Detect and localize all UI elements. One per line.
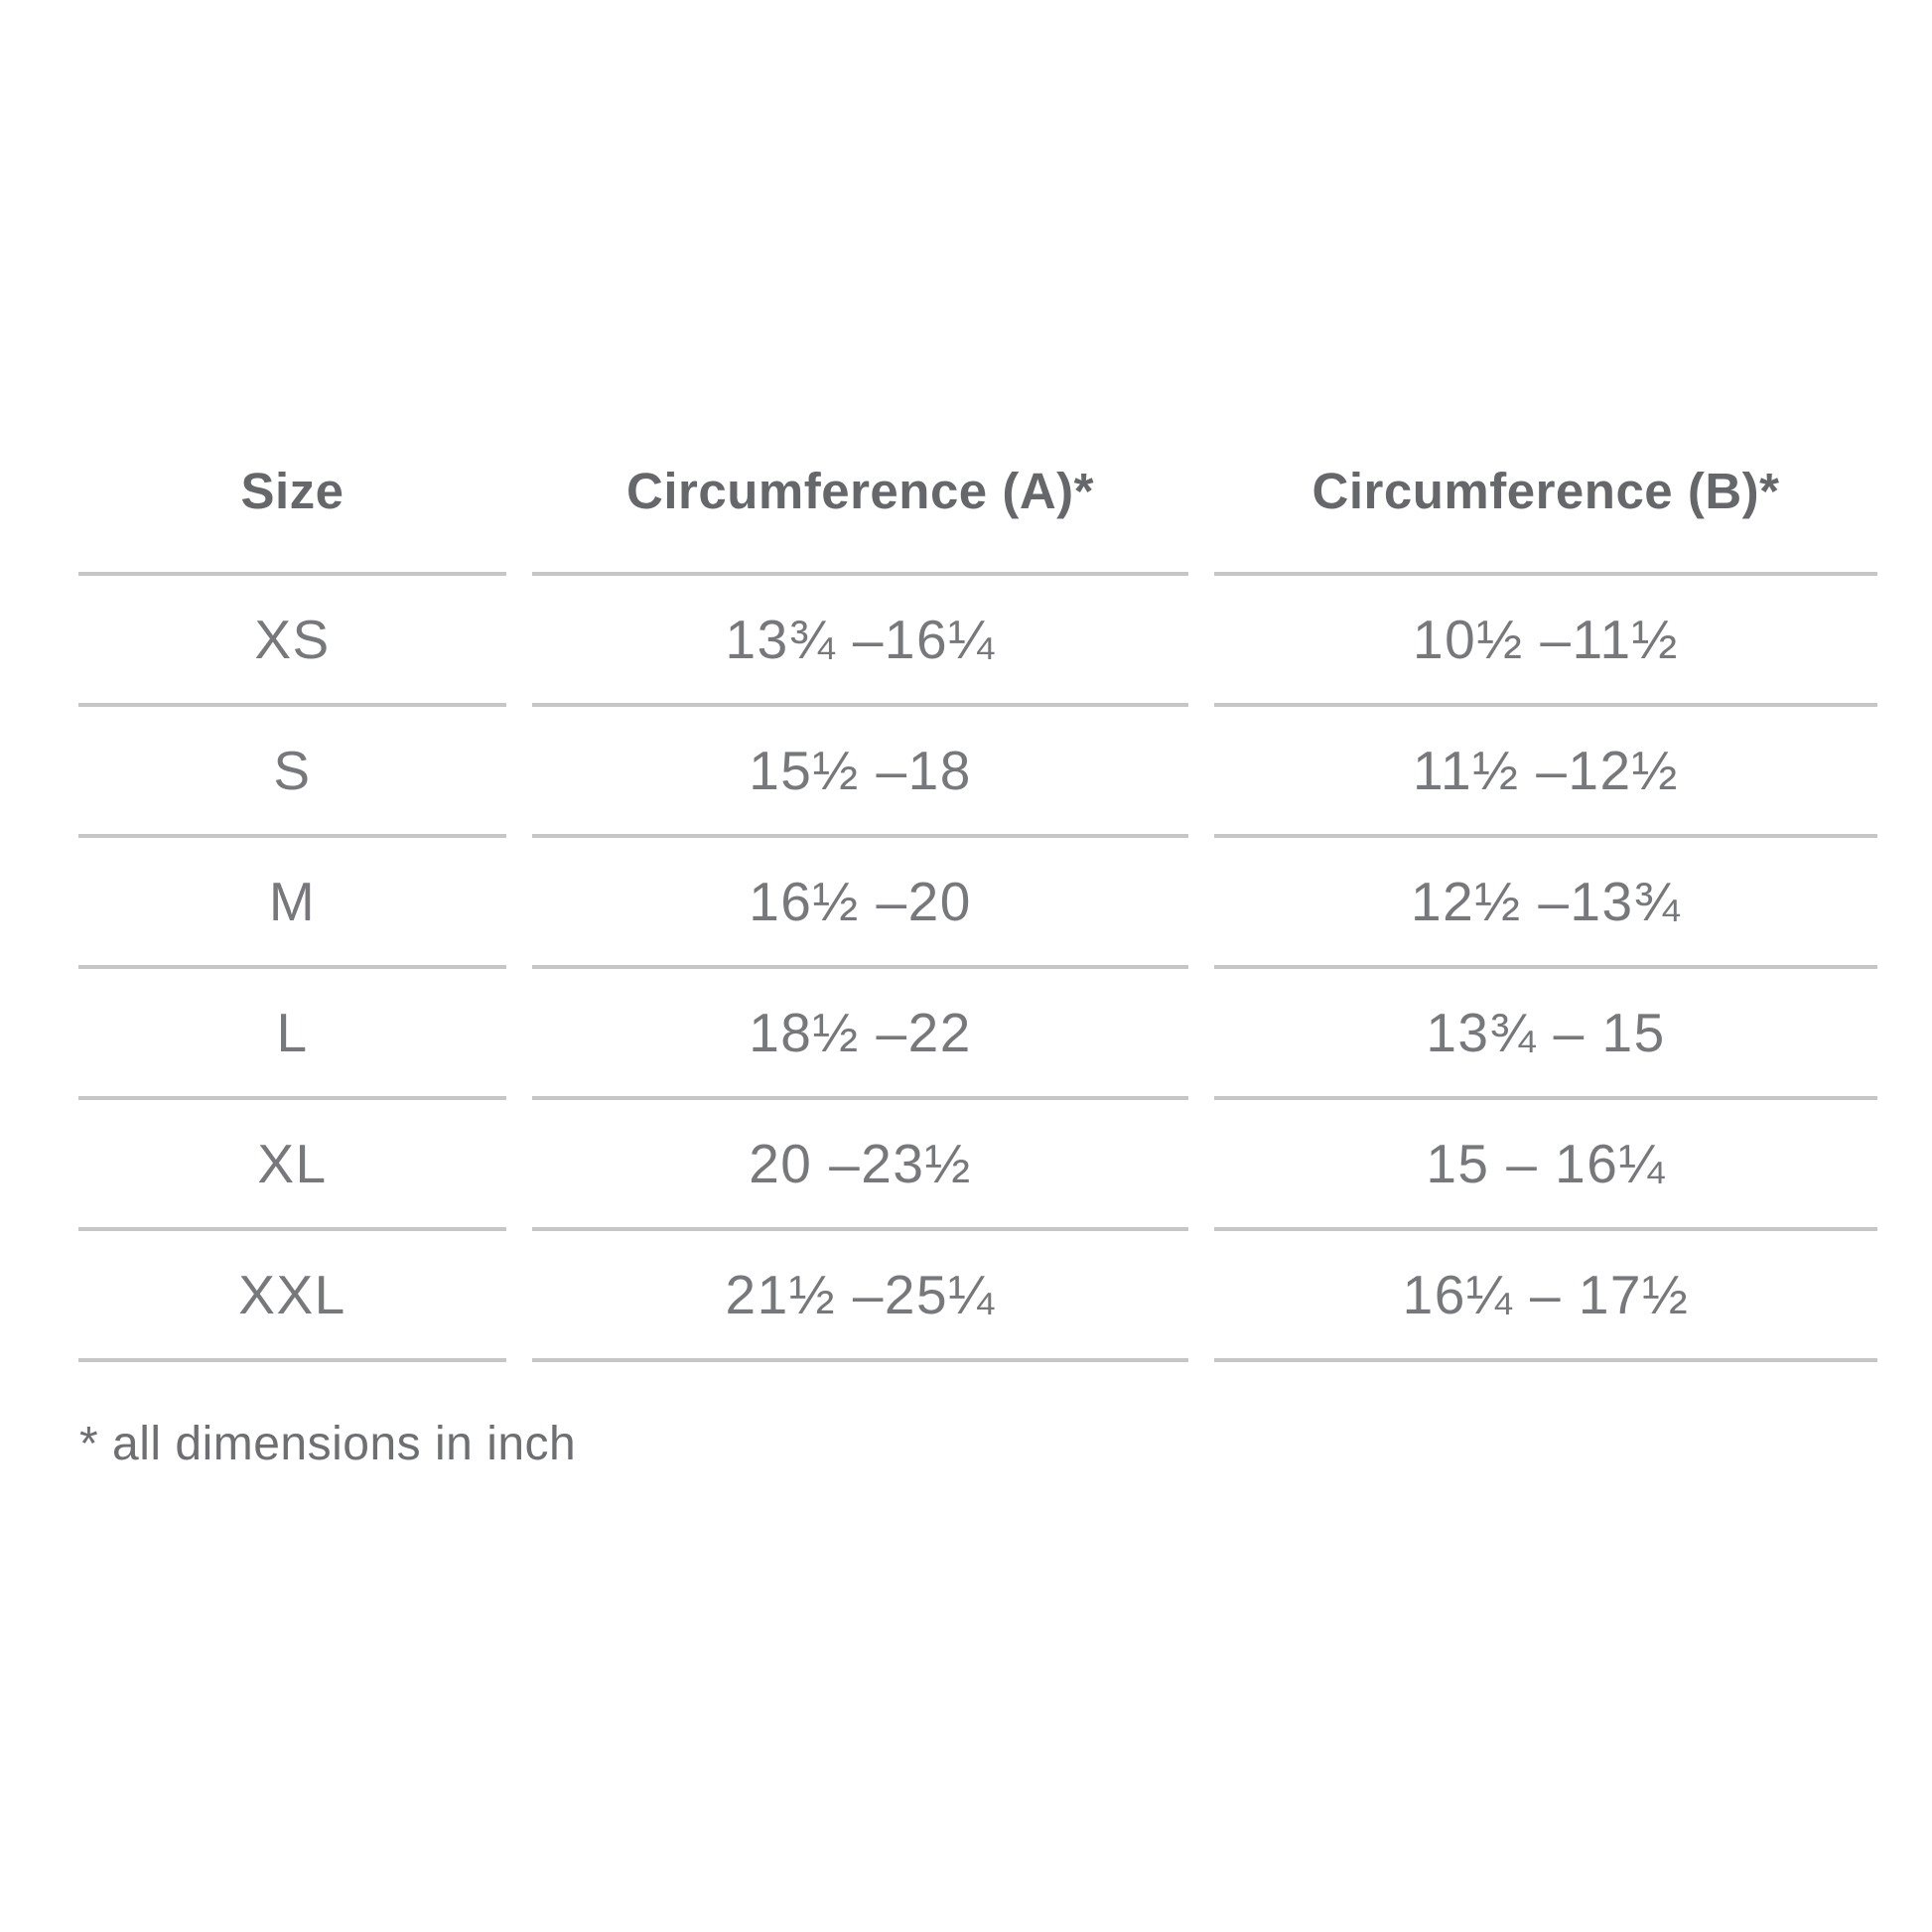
circumference-a-cell-m: 16½ –20	[532, 838, 1188, 969]
size-cell-xxl: XXL	[78, 1231, 506, 1362]
size-chart-table	[78, 409, 1877, 1362]
circumference-a-cell-xs: 13¾ –16¼	[532, 576, 1188, 707]
circumference-a-cell-xxl: 21½ –25¼	[532, 1231, 1188, 1362]
size-cell-l: L	[78, 969, 506, 1100]
circumference-a-cell-xl: 20 –23½	[532, 1100, 1188, 1231]
size-cell-m: M	[78, 838, 506, 969]
size-cell-xl: XL	[78, 1100, 506, 1231]
size-cell-s: S	[78, 707, 506, 838]
circumference-b-cell-m: 12½ –13¾	[1214, 838, 1877, 969]
circumference-a-cell-l: 18½ –22	[532, 969, 1188, 1100]
circumference-b-cell-l: 13¾ – 15	[1214, 969, 1877, 1100]
column-header-circumference-a: Circumference (A)*	[532, 409, 1188, 576]
circumference-b-cell-xl: 15 – 16¼	[1214, 1100, 1877, 1231]
column-header-circumference-b: Circumference (B)*	[1214, 409, 1877, 576]
column-header-size: Size	[78, 409, 506, 576]
circumference-b-cell-xs: 10½ –11½	[1214, 576, 1877, 707]
size-cell-xs: XS	[78, 576, 506, 707]
dimensions-footnote: * all dimensions in inch	[79, 1418, 577, 1470]
circumference-b-cell-xxl: 16¼ – 17½	[1214, 1231, 1877, 1362]
circumference-a-cell-s: 15½ –18	[532, 707, 1188, 838]
circumference-b-cell-s: 11½ –12½	[1214, 707, 1877, 838]
